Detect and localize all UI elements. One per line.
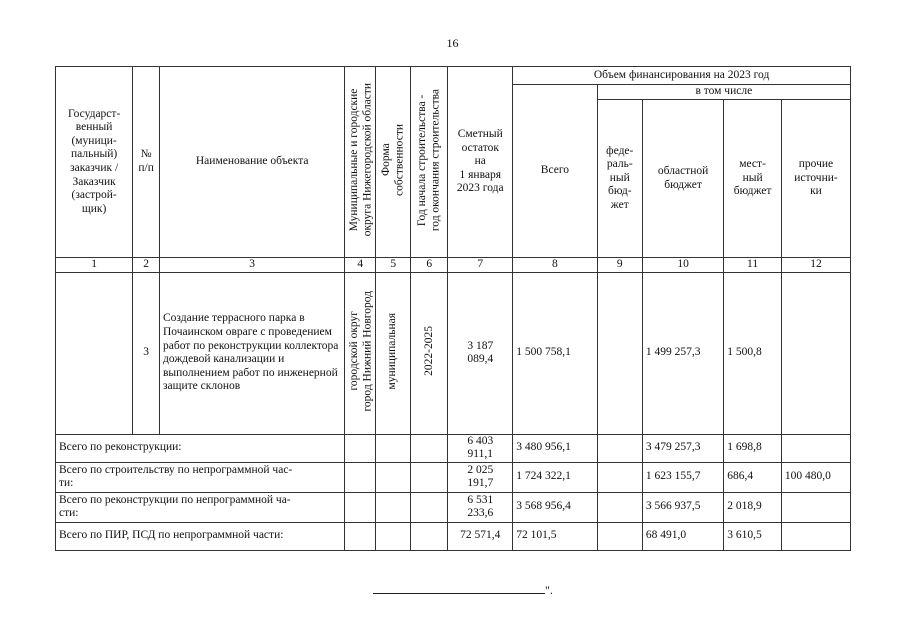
column-number: 7 [448, 258, 513, 273]
total-estimate-remainder: 2 025 191,7 [448, 462, 513, 492]
total-total: 3 568 956,4 [513, 492, 597, 522]
total-regional: 68 491,0 [642, 522, 723, 550]
header-estimate-remainder: Сметный остаток на 1 января 2023 года [448, 67, 513, 258]
total-total: 1 724 322,1 [513, 462, 597, 492]
total-federal [597, 522, 642, 550]
header-object-name: Наименование объекта [160, 67, 345, 258]
total-label: Всего по строительству по непрограммной час- ти: [56, 462, 345, 492]
header-local: мест- ный бюджет [724, 100, 782, 258]
object-row [56, 272, 851, 434]
column-number: 4 [345, 258, 376, 273]
header-customer: Государст- венный (муници- пальный) заказчик / Заказчик (застрой- щик) [56, 67, 133, 258]
total-label: Всего по реконструкции: [56, 434, 345, 462]
total-other: 100 480,0 [781, 462, 850, 492]
column-number: 12 [781, 258, 850, 273]
object-other [781, 272, 850, 434]
total-total: 3 480 956,1 [513, 434, 597, 462]
object-name: Создание террасного парка в Почаинском овраге с проведением работ по реконструкции коллектора дождевой канализации и выполнением работ по инженерной защите склонов [160, 272, 345, 434]
column-number: 10 [642, 258, 723, 273]
object-total: 1 500 758,1 [513, 272, 597, 434]
header-total: Всего [513, 85, 597, 258]
total-estimate-remainder: 6 531 233,6 [448, 492, 513, 522]
column-number: 6 [411, 258, 448, 273]
header-other: прочие источни- ки [781, 100, 850, 258]
closing-mark: ". [545, 583, 553, 597]
total-row [56, 434, 851, 462]
financing-table [55, 66, 851, 551]
header-ownership: Форма собственности [376, 67, 411, 258]
object-municipality: городской округ город Нижний Новгород [345, 272, 376, 434]
object-estimate-remainder: 3 187 089,4 [448, 272, 513, 434]
total-label: Всего по реконструкции по непрограммной ча- сти: [56, 492, 345, 522]
total-row [56, 462, 851, 492]
total-row [56, 492, 851, 522]
total-estimate-remainder: 72 571,4 [448, 522, 513, 550]
column-number: 9 [597, 258, 642, 273]
total-other [781, 522, 850, 550]
object-federal [597, 272, 642, 434]
header-federal: феде- раль- ный бюд- жет [597, 100, 642, 258]
object-local: 1 500,8 [724, 272, 782, 434]
column-number: 8 [513, 258, 597, 273]
signature-underline [373, 583, 545, 594]
total-other [781, 492, 850, 522]
column-number: 3 [160, 258, 345, 273]
object-years: 2022-2025 [411, 272, 448, 434]
total-regional: 3 566 937,5 [642, 492, 723, 522]
header-num: № п/п [133, 67, 160, 258]
header-including: в том числе [597, 85, 850, 100]
object-num: 3 [133, 272, 160, 434]
total-regional: 3 479 257,3 [642, 434, 723, 462]
page-number: 16 [446, 36, 459, 50]
object-regional: 1 499 257,3 [642, 272, 723, 434]
total-local: 686,4 [724, 462, 782, 492]
total-federal [597, 462, 642, 492]
column-number: 2 [133, 258, 160, 273]
object-ownership: муниципальная [376, 272, 411, 434]
header-years: Год начала строительства - год окончания строительства [411, 67, 448, 258]
column-number-row [56, 258, 851, 273]
total-estimate-remainder: 6 403 911,1 [448, 434, 513, 462]
column-number: 11 [724, 258, 782, 273]
column-number: 5 [376, 258, 411, 273]
column-number: 1 [56, 258, 133, 273]
total-federal [597, 492, 642, 522]
total-local: 3 610,5 [724, 522, 782, 550]
total-total: 72 101,5 [513, 522, 597, 550]
total-local: 2 018,9 [724, 492, 782, 522]
total-label: Всего по ПИР, ПСД по непрограммной части: [56, 522, 345, 550]
total-regional: 1 623 155,7 [642, 462, 723, 492]
total-other [781, 434, 850, 462]
total-row [56, 522, 851, 550]
object-customer [56, 272, 133, 434]
header-regional: областной бюджет [642, 100, 723, 258]
total-federal [597, 434, 642, 462]
header-municipality: Муниципальные и городские округа Нижегородской области [345, 67, 376, 258]
closing-signature-line [373, 583, 553, 598]
total-local: 1 698,8 [724, 434, 782, 462]
header-funding-group: Объем финансирования на 2023 год [513, 67, 851, 85]
